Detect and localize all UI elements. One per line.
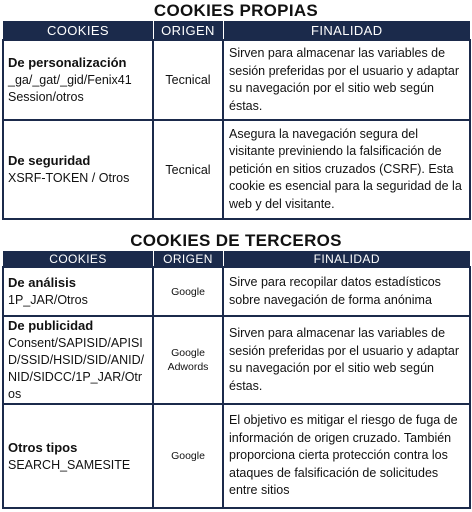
table-row: [3, 316, 470, 404]
cookie-type: Otros tipos: [8, 439, 78, 455]
table-row: [3, 40, 470, 120]
table-header-row: [3, 21, 470, 40]
header-finalidad: FINALIDAD: [223, 251, 470, 267]
title-cookies-propias: COOKIES PROPIAS: [153, 1, 319, 20]
cookie-origin: Tecnical: [153, 40, 223, 120]
cookie-ids: _ga/_gat/_gid/Fenix41 Session/otros: [8, 73, 132, 104]
cookie-cell: [3, 120, 153, 219]
header-origen: ORIGEN: [153, 21, 223, 40]
cookie-origin: Tecnical: [153, 120, 223, 219]
header-origen: ORIGEN: [153, 251, 223, 267]
cookie-origin: Google: [153, 404, 223, 508]
table-cookies-terceros: [2, 251, 471, 509]
cookie-type: De publicidad: [8, 318, 94, 333]
cookie-purpose: Sirven para almacenar las variables de sesión preferidas por el usuario y adaptar su navegación por el sitio web según éstas.: [223, 316, 470, 404]
cookie-ids: Consent/SAPISID/APISID/SSID/HSID/SID/ANID/NID/SIDCC/1P_JAR/Otros: [8, 336, 145, 401]
table-row: [3, 267, 470, 316]
cookie-purpose: El objetivo es mitigar el riesgo de fuga de información de origen cruzado. También proporciona cierta protección contra los ataques de falsificación de solicitudes entre sitios: [223, 404, 470, 508]
title-cookies-terceros: COOKIES DE TERCEROS: [130, 231, 342, 250]
cookie-purpose: Asegura la navegación segura del visitante previniendo la falsificación de petición en sitios cruzados (CSRF). Esta cookie es esencial para la seguridad de la web y del visitante.: [223, 120, 470, 219]
cookie-purpose: Sirve para recopilar datos estadísticos sobre navegación de forma anónima: [223, 267, 470, 316]
table-row: [3, 120, 470, 219]
cookie-origin: Google Adwords: [153, 316, 223, 404]
cookie-type: De seguridad: [8, 153, 91, 168]
table-header-row: [3, 251, 470, 267]
cookie-origin: Google: [153, 267, 223, 316]
table-row: [3, 404, 470, 508]
table-cookies-propias: [2, 21, 471, 220]
cookie-ids: SEARCH_SAMESITE: [8, 457, 131, 472]
cookie-cell: [3, 316, 153, 404]
cookie-ids: XSRF-TOKEN / Otros: [8, 171, 130, 185]
cookie-purpose: Sirven para almacenar las variables de sesión preferidas por el usuario y adaptar su navegación por el sitio web según éstas.: [223, 40, 470, 120]
cookie-cell: [3, 40, 153, 120]
cookie-ids: 1P_JAR/Otros: [8, 293, 88, 307]
header-finalidad: FINALIDAD: [223, 21, 470, 40]
cookie-cell: [3, 267, 153, 316]
cookie-type: De análisis: [8, 275, 76, 290]
header-cookies: COOKIES: [3, 251, 153, 267]
header-cookies: COOKIES: [3, 21, 153, 40]
cookie-cell: [3, 404, 153, 508]
cookie-type: De personalización: [8, 55, 127, 70]
